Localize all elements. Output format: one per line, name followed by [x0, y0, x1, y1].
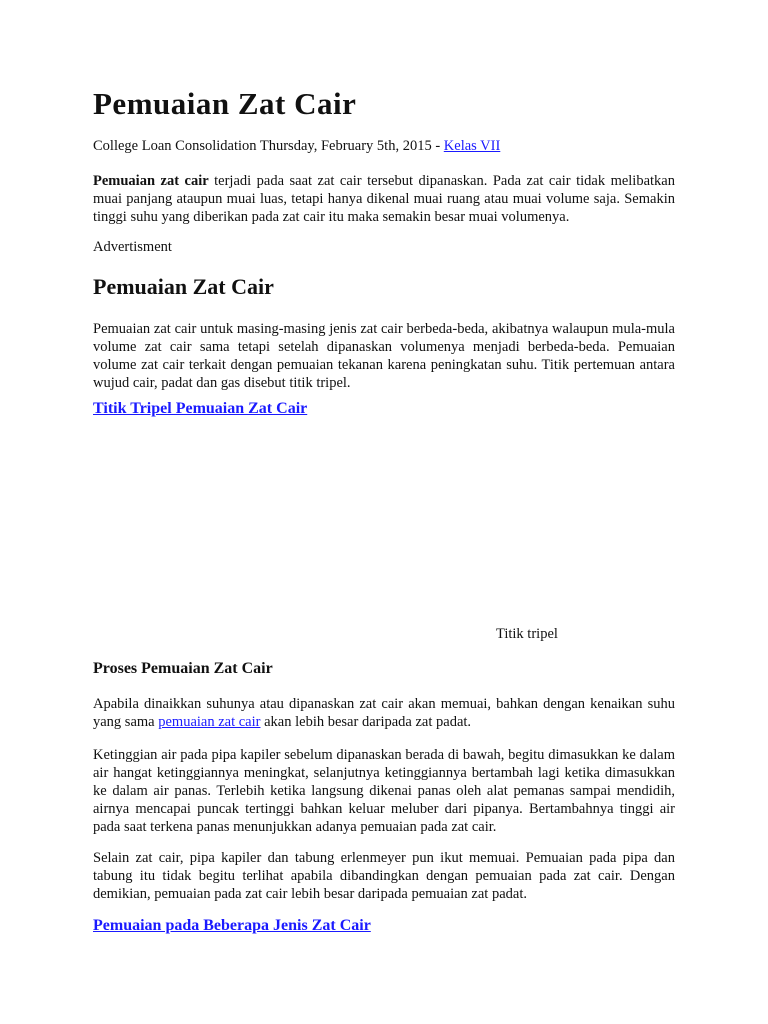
- post-meta: [93, 138, 500, 155]
- process-paragraph-1: [93, 695, 675, 731]
- figure-caption: Titik tripel: [496, 626, 558, 642]
- process-paragraph-3: Selain zat cair, pipa kapiler dan tabung erlenmeyer pun ikut memuai. Pemuaian pada pipa dan tabung itu tidak begitu terlihat apabila dibandingkan dengan pemuaian pada zat cair. Dengan demikian, pemuaian pada zat cair lebih besar daripada pemuaian zat padat.: [93, 850, 675, 902]
- figure-placeholder: [93, 430, 675, 620]
- advertisment-label: Advertisment: [93, 239, 172, 255]
- process-paragraph-2: Ketinggian air pada pipa kapiler sebelum dipanaskan berada di bawah, begitu dimasukkan ke dalam air hangat ketinggiannya meningkat, selanjutnya ketinggiannya bertambah lagi ketika dimasukkan ke dalam air panas. Terlebih ketika langsung dikenai panas oleh alat pemanas sampai mendidih, airnya mencapai puncak tertinggi bahkan keluar meluber dari pipanya. Bertambahnya tinggi air pada saat terkena panas menunjukkan adanya pemuaian pada zat cair.: [93, 747, 675, 835]
- types-link[interactable]: Pemuaian pada Beberapa Jenis Zat Cair: [93, 917, 371, 934]
- section-paragraph: Pemuaian zat cair untuk masing-masing jenis zat cair berbeda-beda, akibatnya walaupun mula-mula volume zat cair sama tetapi setelah dipanaskan volumenya menjadi berbeda-beda. Pemuaian volume zat cair terkait dengan pemuaian tekanan karena peningkatan suhu. Titik pertemuan antara wujud cair, padat dan gas disebut titik tripel.: [93, 321, 675, 391]
- types-heading: [93, 917, 371, 935]
- process-heading: Proses Pemuaian Zat Cair: [93, 660, 273, 677]
- triple-point-heading: [93, 400, 307, 418]
- pemuaian-zat-cair-link[interactable]: pemuaian zat cair: [158, 714, 261, 730]
- section-heading: Pemuaian Zat Cair: [93, 274, 274, 299]
- category-link[interactable]: Kelas VII: [443, 138, 501, 154]
- intro-bold-lead: Pemuaian zat cair: [93, 173, 209, 189]
- intro-paragraph: [93, 172, 675, 226]
- process-para1-after: akan lebih besar daripada zat padat.: [260, 714, 472, 730]
- triple-point-link[interactable]: Titik Tripel Pemuaian Zat Cair: [93, 400, 308, 417]
- process-para1-before: Apabila dinaikkan suhunya atau dipanaskan zat cair akan memuai, bahkan dengan kenaikan suhu yang sama: [93, 696, 675, 730]
- post-date-text: College Loan Consolidation Thursday, February 5th, 2015 -: [93, 138, 444, 154]
- intro-text: terjadi pada saat zat cair tersebut dipanaskan. Pada zat cair tidak melibatkan muai panjang ataupun muai luas, tetapi hanya dikenal muai ruang atau muai volume saja. Semakin tinggi suhu yang diberikan pada zat cair itu maka semakin besar muai volumenya.: [93, 173, 675, 225]
- page-title: Pemuaian Zat Cair: [93, 86, 357, 121]
